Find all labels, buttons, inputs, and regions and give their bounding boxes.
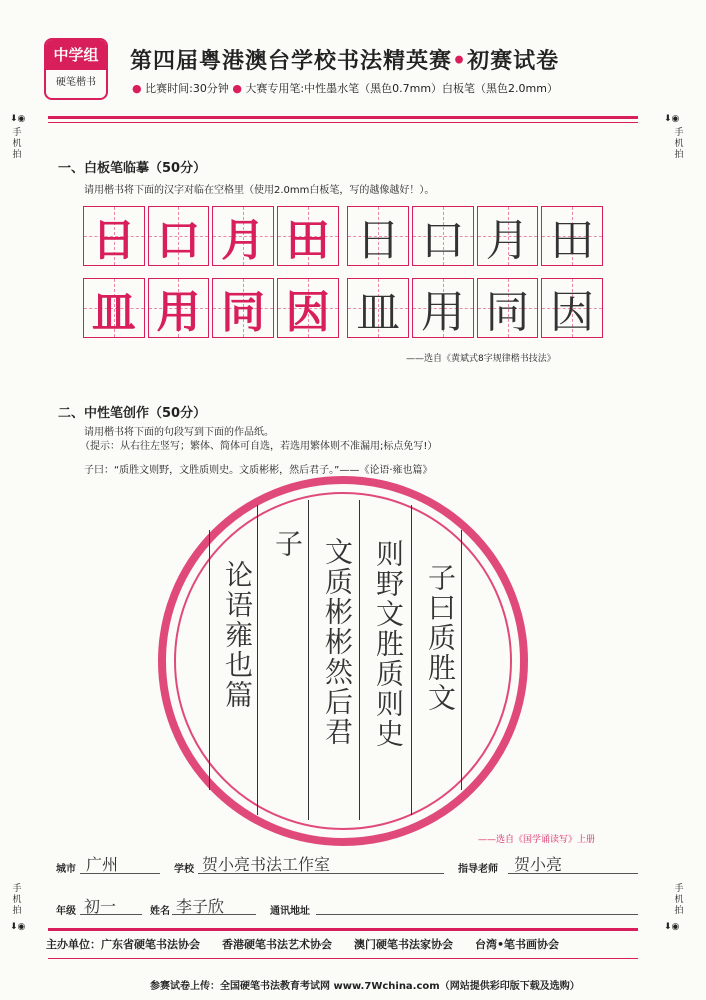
badge-group-label: 中学组 (46, 40, 106, 70)
grid-row-1 (83, 206, 606, 268)
teacher-label: 指导老师 (458, 864, 498, 875)
sample-cell: 同 (212, 278, 274, 338)
section2-instruction-2: （提示：从右往左竖写；繁体、简体可自选，若选用繁体则不准漏用;标点免写!） (80, 441, 438, 452)
sample-cell: 月 (212, 206, 274, 266)
sample-cell: 皿 (83, 278, 145, 338)
section1-title: 一、白板笔临摹（50分） (58, 161, 207, 176)
grid-row-2 (83, 278, 606, 340)
badge-script-label: 硬笔楷书 (56, 77, 96, 88)
sample-cell: 田 (277, 206, 339, 266)
city-underline (80, 873, 160, 874)
school-field[interactable]: 贺小亮书法工作室 (202, 855, 331, 874)
city-label: 城市 (56, 864, 76, 875)
work-column-3: 文质彬彬然后君 (321, 537, 354, 747)
column-line (209, 530, 210, 790)
time-info: 比赛时间:30分钟 (145, 82, 229, 95)
copy-cell[interactable]: 月 (477, 206, 539, 266)
camera-icon: ⬇◉ (664, 114, 680, 124)
section1-source: ——选自《黄斌式8字规律楷书技法》 (406, 354, 556, 364)
header-divider-thin (48, 122, 638, 123)
copy-cell[interactable]: 田 (541, 206, 603, 266)
column-line (411, 505, 412, 815)
sample-cell: 口 (148, 206, 210, 266)
side-label-right-bottom: 手机拍 (674, 884, 684, 916)
work-column-5: 论语雍也篇 (221, 560, 254, 710)
section1-instruction: 请用楷书将下面的汉字对临在空格里（使用2.0mm白板笔，写的越像越好！）。 (84, 185, 435, 196)
address-label: 通讯地址 (270, 906, 310, 917)
side-label-left-bottom: 手机拍 (12, 884, 22, 916)
grade-label: 年级 (56, 906, 76, 917)
footer-divider (48, 928, 638, 931)
work-column-2: 则野文胜质则史 (372, 539, 405, 749)
camera-icon: ⬇◉ (10, 114, 26, 124)
name-underline (172, 914, 256, 915)
bullet-icon: ● (232, 82, 242, 95)
name-label: 姓名 (150, 906, 170, 917)
work-column-4: 子 (271, 529, 304, 559)
copy-cell[interactable]: 同 (477, 278, 539, 338)
sample-cell: 因 (277, 278, 339, 338)
footer-divider-thin (48, 958, 638, 959)
grade-field[interactable]: 初一 (84, 897, 117, 916)
camera-icon: ⬇◉ (10, 922, 26, 932)
sample-cell: 用 (148, 278, 210, 338)
group-badge (44, 38, 108, 100)
grade-underline (80, 914, 142, 915)
title-dot: • (452, 48, 468, 74)
column-line (359, 500, 360, 820)
address-underline (316, 914, 638, 915)
copy-cell[interactable]: 皿 (347, 278, 409, 338)
side-label-left-top: 手机拍 (12, 128, 22, 160)
copy-cell[interactable]: 用 (412, 278, 474, 338)
pen-info: 大赛专用笔:中性墨水笔（黑色0.7mm）白板笔（黑色2.0mm） (245, 82, 558, 95)
camera-icon: ⬇◉ (664, 922, 680, 932)
header-divider (48, 116, 638, 119)
work-column-1: 子曰质胜文 (424, 563, 457, 713)
column-line (461, 530, 462, 790)
section2-instruction-1: 请用楷书将下面的句段写到下面的作品纸。 (84, 427, 274, 438)
title-tail: 初赛试卷 (467, 48, 560, 74)
bullet-icon: ● (132, 82, 142, 95)
school-underline (198, 873, 444, 874)
column-line (257, 505, 258, 815)
copy-cell[interactable]: 日 (347, 206, 409, 266)
name-field[interactable]: 李子欣 (176, 897, 225, 916)
organizers: 主办单位：广东省硬笔书法协会 香港硬笔书法艺术协会 澳门硬笔书法家协会 台湾•笔书画协会 (46, 938, 560, 951)
city-field[interactable]: 广州 (86, 855, 119, 874)
section2-quote: 子曰：“质胜文则野，文胜质则史。文质彬彬，然后君子。”——《论语·雍也篇》 (84, 465, 433, 476)
teacher-underline (508, 873, 638, 874)
paper-source: ——选自《国学诵读写》上册 (478, 835, 596, 845)
copy-cell[interactable]: 因 (541, 278, 603, 338)
teacher-field[interactable]: 贺小亮 (514, 855, 563, 874)
upload-info[interactable]: 参赛试卷上传：全国硬笔书法教育考试网 www.7Wchina.com（网站提供彩印版下载及选购） (150, 981, 580, 992)
sample-cell: 日 (83, 206, 145, 266)
column-line (308, 500, 309, 820)
page-title (130, 44, 559, 75)
copy-cell[interactable]: 口 (412, 206, 474, 266)
school-label: 学校 (174, 864, 194, 875)
title-main: 第四届粤港澳台学校书法精英赛 (130, 48, 453, 74)
side-label-right-top: 手机拍 (674, 128, 684, 160)
exam-info (132, 80, 558, 96)
section2-title: 二、中性笔创作（50分） (58, 406, 207, 421)
